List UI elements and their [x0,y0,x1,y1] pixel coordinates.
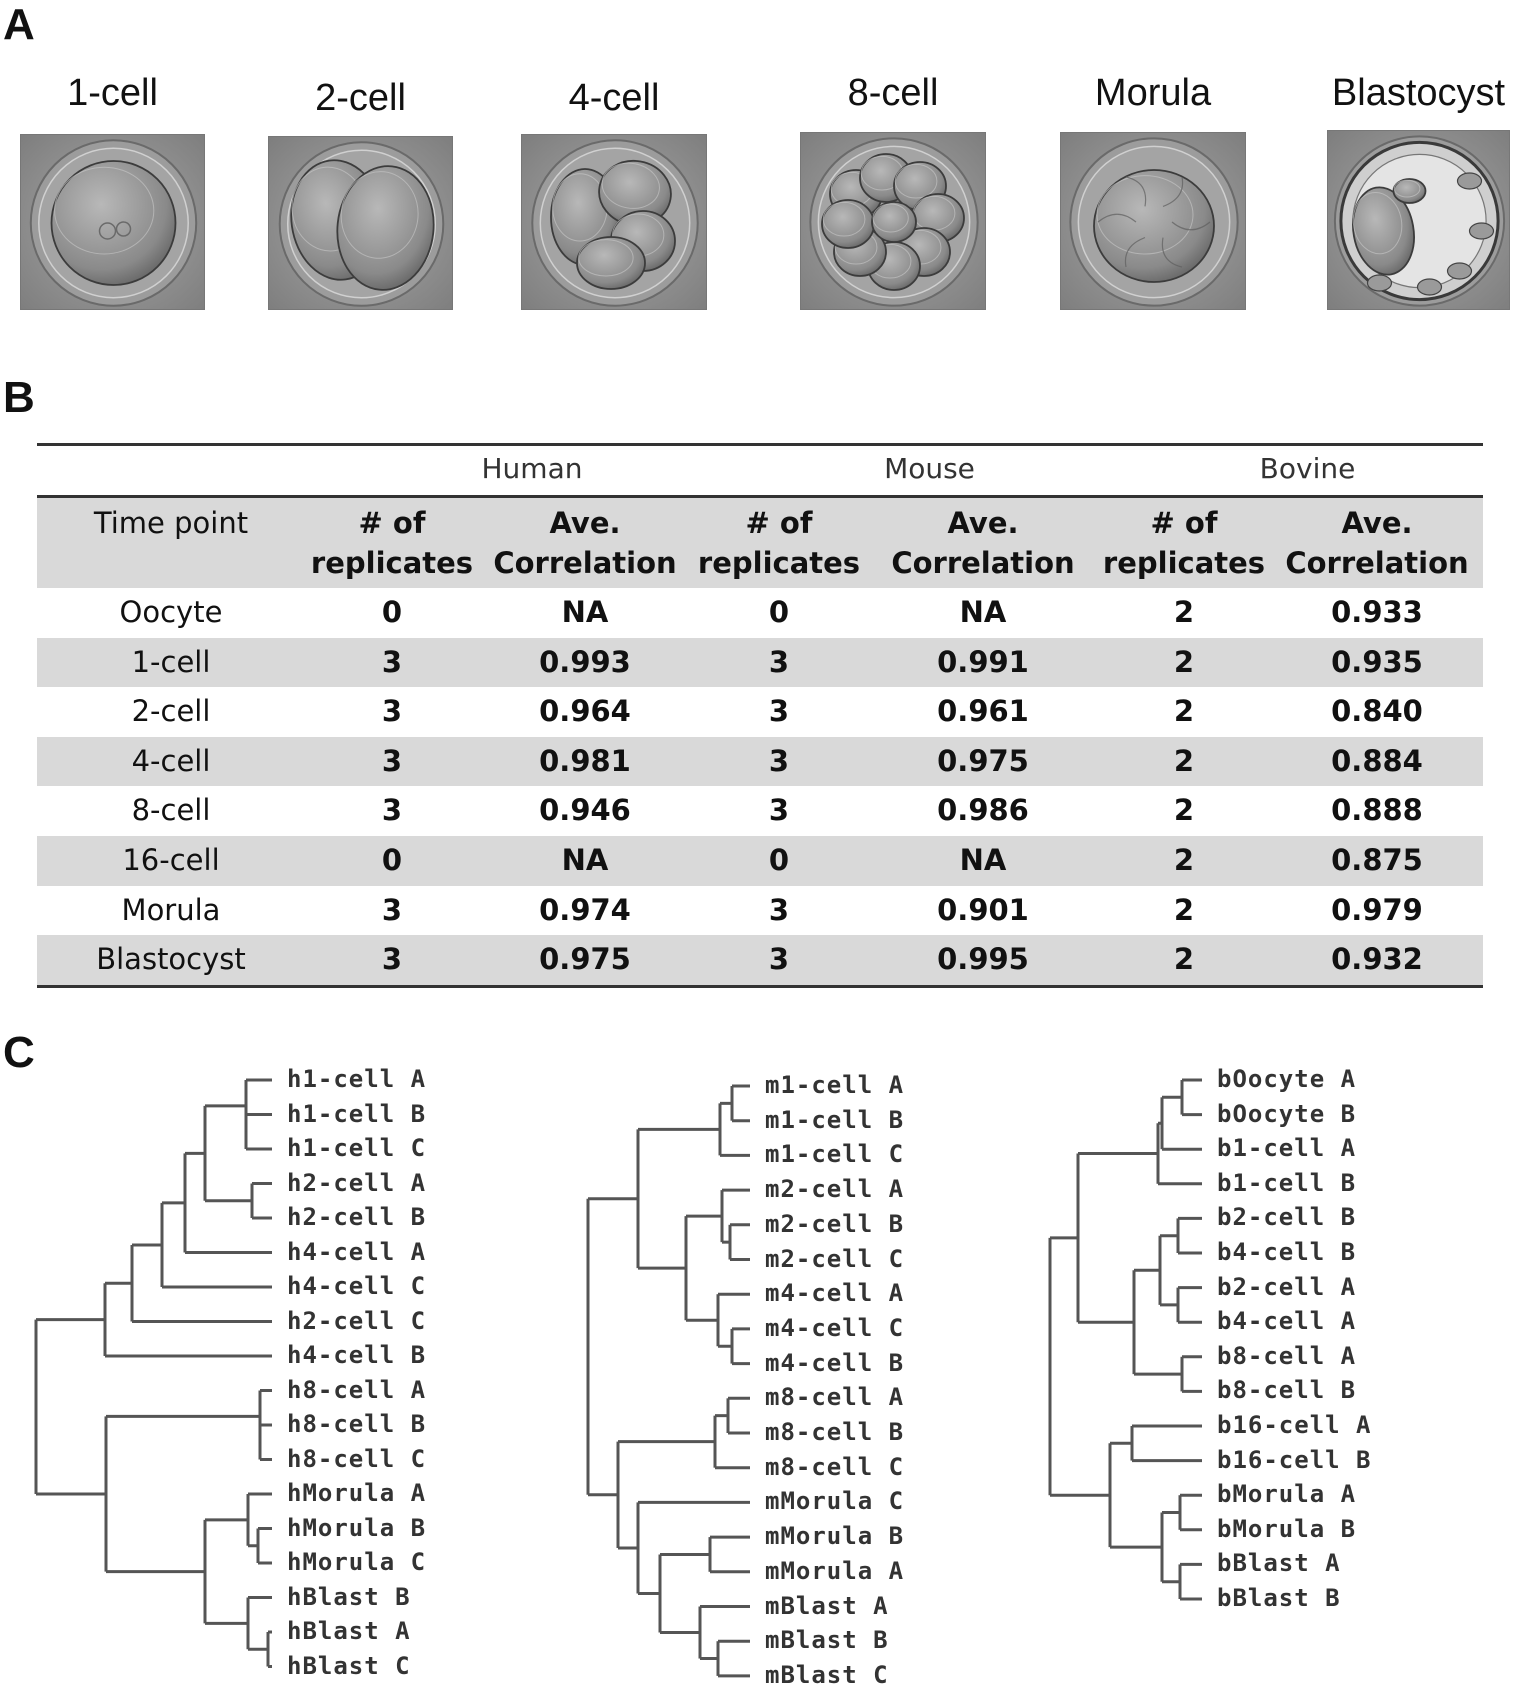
header-correlation: Correlation [1285,546,1469,580]
dendrogram-leaf-label: h4-cell B [287,1341,427,1369]
table-cell-h-c: NA [561,595,609,629]
table-cell-h-n: 0 [381,595,403,629]
table-cell-b-n: 2 [1173,793,1195,828]
embryo-micrograph [1061,133,1246,310]
dendrogram-leaf-label: h2-cell A [287,1168,427,1197]
table-cell-b-n: 2 [1173,694,1195,729]
table-cell-h-c: 0.993 [539,644,631,679]
table-cell-b-c: 0.840 [1331,694,1423,729]
dendrogram-leaf-label: b2-cell A [1217,1272,1357,1301]
table-cell-b-c: 0.935 [1331,644,1423,679]
embryo-micrograph [269,137,453,310]
header-replicates: replicates [697,546,861,580]
dendrogram-leaf-label: h4-cell A [287,1237,427,1266]
dendrogram-leaf-label: h4-cell C [287,1272,427,1300]
dendrogram-leaf-label: hBlast C [287,1651,411,1680]
table-cell-time: Blastocyst [96,942,246,977]
table-cell-m-c: 0.991 [937,644,1029,679]
header-time-point: Time point [93,506,249,540]
table-cell-b-n: 2 [1173,843,1195,877]
table-cell-h-c: 0.964 [539,694,631,729]
table-cell-h-c: 0.981 [539,743,631,778]
dendrogram-leaf-label: h2-cell C [287,1306,427,1335]
dendrogram-leaf-label: hMorula C [287,1548,427,1576]
dendrogram-leaf-label: bBlast A [1217,1549,1341,1578]
dendrogram-leaf-label: h1-cell C [287,1134,427,1162]
dendrogram-leaf-label: m8-cell C [765,1452,905,1481]
table-cell-h-c: 0.974 [539,892,631,927]
dendrogram-leaf-label: h1-cell B [287,1099,427,1128]
table-cell-time: Oocyte [119,595,223,629]
embryo-micrograph [522,135,707,310]
table-cell-h-c: 0.946 [539,793,631,828]
table-cell-m-n: 0 [768,595,790,629]
dendrogram-leaf-label: bBlast B [1217,1584,1341,1612]
table-cell-time: 4-cell [131,743,211,778]
dendrogram-leaf-label: m4-cell A [765,1279,905,1308]
table-cell-b-n: 2 [1173,644,1195,679]
header-replicates: replicates [310,546,474,580]
dendrogram-leaf-label: h8-cell B [287,1410,427,1438]
table-cell-h-n: 3 [381,694,403,729]
stage-blastocyst [1327,60,1510,315]
species-header-mouse: Mouse [884,452,975,485]
species-header-human: Human [481,452,583,485]
header-replicates: # of [1150,506,1218,540]
table-cell-m-n: 3 [768,644,790,679]
table-cell-b-c: 0.932 [1331,942,1423,977]
table-cell-m-n: 3 [768,793,790,828]
table-cell-h-n: 3 [381,644,403,679]
table-cell-h-n: 0 [381,843,403,877]
embryo-image-morula [1060,132,1246,310]
panel-a-label: A [3,0,35,49]
dendrogram-leaf-label: m4-cell B [765,1348,905,1377]
dendrogram-leaf-label: bMorula A [1217,1480,1357,1509]
dendrogram-leaf-label: hBlast A [287,1617,411,1645]
dendrogram-leaf-label: m1-cell C [765,1140,905,1169]
dendrogram-leaf-label: mMorula A [765,1556,905,1585]
header-replicates: # of [745,506,813,540]
stage-label: 1-cell [67,72,158,114]
embryo-micrograph [801,133,986,310]
header-correlation: Ave. [947,506,1019,540]
table-cell-m-n: 3 [768,942,790,977]
replicate-correlation-table [37,443,1483,988]
table-cell-h-n: 3 [381,892,403,927]
table-cell-h-n: 3 [381,793,403,828]
header-correlation: Correlation [891,546,1075,580]
dendrogram-leaf-label: hMorula B [287,1513,427,1542]
embryo-image-4cell [521,134,707,310]
dendrogram-leaf-label: h1-cell A [287,1065,427,1093]
table-cell-m-c: 0.986 [937,793,1029,828]
dendrogram-leaf-label: bMorula B [1217,1514,1357,1543]
embryo-image-8cell [800,132,986,310]
embryo-image-2cell [268,136,453,310]
header-correlation: Ave. [549,506,621,540]
dendrogram-leaf-label: h8-cell C [287,1444,427,1473]
stage-label: Blastocyst [1331,72,1506,114]
stage-label: Morula [1094,72,1212,114]
table-cell-time: 8-cell [131,793,211,828]
stage-label: 4-cell [568,77,660,119]
table-cell-m-c: 0.901 [937,892,1029,927]
table-cell-b-n: 2 [1173,942,1195,977]
table-cell-m-c: NA [959,595,1007,629]
dendrogram-leaf-label: mBlast C [765,1660,889,1689]
dendrogram-leaf-label: b8-cell A [1217,1341,1357,1370]
dendrogram-leaf-label: hBlast B [287,1582,411,1611]
dendrogram-leaf-label: b2-cell B [1217,1203,1357,1232]
stage-morula [1060,60,1246,315]
table-cell-b-c: 0.979 [1331,892,1423,927]
embryo-micrograph [21,135,205,310]
embryo-micrograph [1328,131,1510,310]
stage-2cell [268,60,453,315]
dendrogram-leaf-label: mMorula C [765,1487,905,1516]
table-cell-h-c: 0.975 [539,942,631,977]
dendrogram-leaf-label: m4-cell C [765,1313,905,1342]
dendrogram-leaf-label: b4-cell B [1217,1238,1357,1266]
table-cell-b-n: 2 [1173,595,1195,629]
dendrogram-leaf-label: bOocyte A [1217,1065,1357,1093]
species-header-bovine: Bovine [1259,452,1356,485]
table-cell-m-n: 0 [768,843,790,877]
table-cell-m-c: 0.961 [937,694,1029,729]
header-replicates: replicates [1102,546,1266,580]
dendrogram-leaf-label: b4-cell A [1217,1307,1357,1336]
header-correlation: Correlation [493,546,677,580]
dendrogram-leaf-label: m2-cell C [765,1244,905,1273]
dendrogram-leaf-label: m2-cell B [765,1209,905,1238]
stage-label: 2-cell [315,77,406,119]
dendrogram-leaf-label: b1-cell A [1217,1134,1357,1163]
dendrogram-leaf-label: mBlast B [765,1626,889,1655]
table-cell-b-n: 2 [1173,743,1195,778]
stage-label: 8-cell [847,72,939,114]
table-cell-m-n: 3 [768,743,790,778]
dendrogram-leaf-label: mMorula B [765,1522,905,1551]
panel-b-label: B [3,373,35,422]
table-cell-b-c: 0.888 [1331,793,1423,828]
table-cell-b-c: 0.875 [1331,843,1423,877]
table-cell-m-c: 0.975 [937,743,1029,778]
human-dendrogram [0,1060,500,1692]
stage-4cell [521,60,707,315]
table-cell-b-c: 0.884 [1331,743,1423,778]
header-correlation: Ave. [1341,506,1413,540]
table-cell-m-c: 0.995 [937,942,1029,977]
dendrogram-leaf-label: m8-cell A [765,1383,905,1412]
dendrogram-leaf-label: bOocyte B [1217,1099,1357,1128]
bovine-dendrogram [1120,1060,1522,1692]
dendrogram-leaf-label: m1-cell B [765,1105,905,1134]
stage-8cell [800,60,986,315]
table-cell-b-c: 0.933 [1331,595,1423,629]
dendrogram-leaf-label: hMorula A [287,1479,427,1507]
dendrogram-leaf-label: m1-cell A [765,1071,905,1099]
embryo-image-1cell [20,134,205,310]
dendrogram-leaf-label: h2-cell B [287,1203,427,1231]
dendrogram-leaf-label: b16-cell B [1217,1445,1372,1474]
table-cell-h-n: 3 [381,743,403,778]
table-cell-time: 1-cell [131,644,211,679]
table-cell-time: Morula [121,892,221,927]
table-cell-b-n: 2 [1173,892,1195,927]
table-cell-time: 2-cell [131,694,211,729]
table-cell-m-n: 3 [768,694,790,729]
table-cell-m-c: NA [959,843,1007,877]
embryo-image-blastocyst [1327,130,1510,310]
header-replicates: # of [358,506,426,540]
dendrogram-leaf-label: m2-cell A [765,1175,905,1204]
dendrogram-leaf-label: h8-cell A [287,1375,427,1404]
dendrogram-leaf-label: mBlast A [765,1591,889,1620]
dendrogram-leaf-label: b16-cell A [1217,1411,1372,1439]
dendrogram-leaf-label: b8-cell B [1217,1376,1357,1405]
table-cell-h-n: 3 [381,942,403,977]
table-cell-time: 16-cell [122,843,220,877]
table-bottom-rule [37,985,1483,988]
table-cell-m-n: 3 [768,892,790,927]
dendrogram-leaf-label: b1-cell B [1217,1168,1357,1197]
stage-1cell [20,60,205,315]
table-top-rule [37,443,1483,446]
dendrogram-leaf-label: m8-cell B [765,1418,905,1446]
table-cell-h-c: NA [561,843,609,877]
panel-c-label: C [3,1028,35,1077]
mouse-dendrogram [600,1060,1020,1692]
